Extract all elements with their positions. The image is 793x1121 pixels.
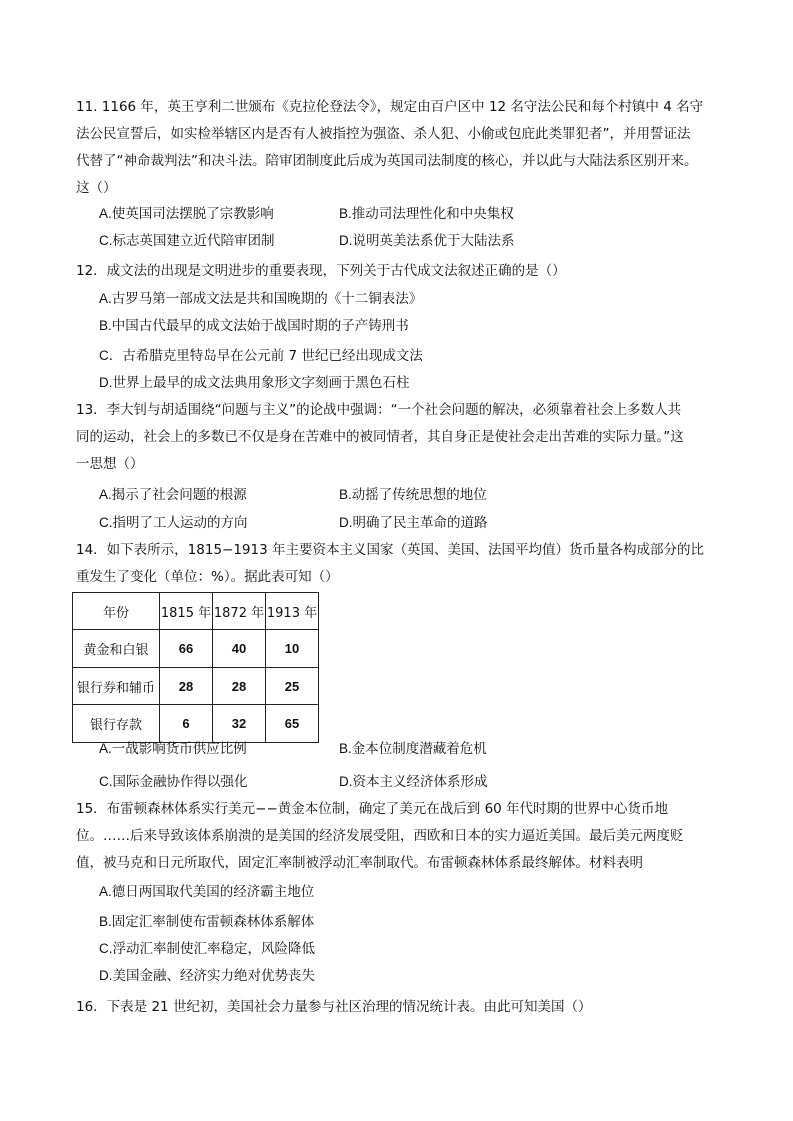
table-header-cell: 1872 年 — [213, 593, 266, 630]
table-row-label: 银行存款 — [73, 705, 160, 743]
question-14-line-1: 14．如下表所示，1815−1913 年主要资本主义国家（英国、美国、法国平均值）货币量各构成部分的比 — [76, 542, 704, 558]
question-15-option-d[interactable]: D.美国金融、经济实力绝对优势丧失 — [99, 968, 315, 984]
table-cell: 65 — [266, 705, 319, 743]
question-12 — [76, 258, 736, 285]
table-cell: 28 — [213, 668, 266, 705]
question-11-option-c[interactable]: C.标志英国建立近代陪审团制 — [99, 233, 275, 249]
question-11-line-1: 11. 1166 年，英王亨利二世颁布《克拉伦登法令》，规定由百户区中 12 名守法公民和每个村镇中 4 名守 — [76, 99, 704, 115]
question-14-option-c[interactable]: C.国际金融协作得以强化 — [99, 774, 248, 790]
question-13-line-3: 一思想（） — [76, 456, 144, 472]
table-header-cell: 1913 年 — [266, 593, 319, 630]
table-row-label: 银行券和辅币 — [73, 668, 160, 705]
table-header-cell: 年份 — [73, 593, 160, 630]
table-header-cell: 1815 年 — [160, 593, 213, 630]
table-cell: 6 — [160, 705, 213, 743]
question-15-option-c[interactable]: C.浮动汇率制使汇率稳定，风险降低 — [99, 941, 315, 957]
table-cell: 66 — [160, 630, 213, 668]
question-15-line-1: 15．布雷顿森林体系实行美元−−黄金本位制，确定了美元在战后到 60 年代时期的世界中心货币地 — [76, 801, 669, 817]
table-cell: 40 — [213, 630, 266, 668]
table-row — [73, 705, 319, 743]
question-11-line-2: 法公民宣誓后，如实检举辖区内是否有人被指控为强盗、杀人犯、小偷或包庇此类罪犯者”，并用誓证法 — [76, 126, 691, 142]
table-cell: 10 — [266, 630, 319, 668]
question-14-option-a[interactable]: A.一战影响货币供应比例 — [99, 741, 247, 757]
question-13 — [76, 397, 736, 478]
question-11-option-d[interactable]: D.说明英美法系优于大陆法系 — [339, 233, 515, 249]
question-13-line-2: 同的运动，社会上的多数已不仅是身在苦难中的被同情者，其自身正是使社会走出苦难的实际力量。”这 — [76, 429, 684, 445]
question-16 — [76, 994, 736, 1021]
question-11-line-3: 代替了“神命裁判法”和决斗法。陪审团制度此后成为英国司法制度的核心，并以此与大陆法系区别开来。 — [76, 153, 698, 169]
question-15-line-2: 位。……后来导致该体系崩溃的是美国的经济发展受阻，西欧和日本的实力逼近美国。最后美元两度贬 — [76, 828, 684, 844]
question-11-line-4: 这（） — [76, 180, 117, 196]
question-13-option-d[interactable]: D.明确了民主革命的道路 — [339, 515, 488, 531]
question-13-option-b[interactable]: B.动摇了传统思想的地位 — [339, 487, 487, 503]
question-12-line-1: 12．成文法的出现是文明进步的重要表现，下列关于古代成文法叙述正确的是（） — [76, 263, 566, 279]
question-14-line-2: 重发生了变化（单位：%）。据此表可知（） — [76, 569, 339, 585]
question-12-option-d[interactable]: D.世界上最早的成文法典用象形文字刻画于黑色石柱 — [99, 375, 410, 391]
money-composition-table — [72, 592, 319, 743]
question-11-option-a[interactable]: A.使英国司法摆脱了宗教影响 — [99, 206, 274, 222]
question-14 — [76, 537, 736, 591]
question-13-line-1: 13．李大钊与胡适围绕“问题与主义”的论战中强调：“一个社会问题的解决，必须靠着社会上多数人共 — [76, 402, 682, 418]
question-15-line-3: 值，被马克和日元所取代，固定汇率制被浮动汇率制取代。布雷顿森林体系最终解体。材料表明 — [76, 855, 643, 871]
table-cell: 32 — [213, 705, 266, 743]
table-cell: 28 — [160, 668, 213, 705]
question-12-option-a[interactable]: A.古罗马第一部成文法是共和国晚期的《十二铜表法》 — [99, 291, 423, 307]
table-row — [73, 668, 319, 705]
question-12-option-c[interactable]: C．古希腊克里特岛早在公元前 7 世纪已经出现成文法 — [99, 348, 423, 364]
table-cell: 25 — [266, 668, 319, 705]
question-16-line-1: 16．下表是 21 世纪初，美国社会力量参与社区治理的情况统计表。由此可知美国（） — [76, 999, 592, 1015]
question-11 — [76, 94, 736, 202]
table-row-label: 黄金和白银 — [73, 630, 160, 668]
question-15-option-b[interactable]: B.固定汇率制使布雷顿森林体系解体 — [99, 914, 315, 930]
table-row — [73, 630, 319, 668]
table-header-row — [73, 593, 319, 630]
question-13-option-a[interactable]: A.揭示了社会问题的根源 — [99, 487, 247, 503]
question-14-option-d[interactable]: D.资本主义经济体系形成 — [339, 774, 488, 790]
question-15 — [76, 796, 736, 877]
question-11-option-b[interactable]: B.推动司法理性化和中央集权 — [339, 206, 514, 222]
question-15-option-a[interactable]: A.德日两国取代美国的经济霸主地位 — [99, 884, 315, 900]
question-14-option-b[interactable]: B.金本位制度潜藏着危机 — [339, 741, 487, 757]
question-12-option-b[interactable]: B.中国古代最早的成文法始于战国时期的子产铸刑书 — [99, 318, 409, 334]
question-13-option-c[interactable]: C.指明了工人运动的方向 — [99, 515, 248, 531]
